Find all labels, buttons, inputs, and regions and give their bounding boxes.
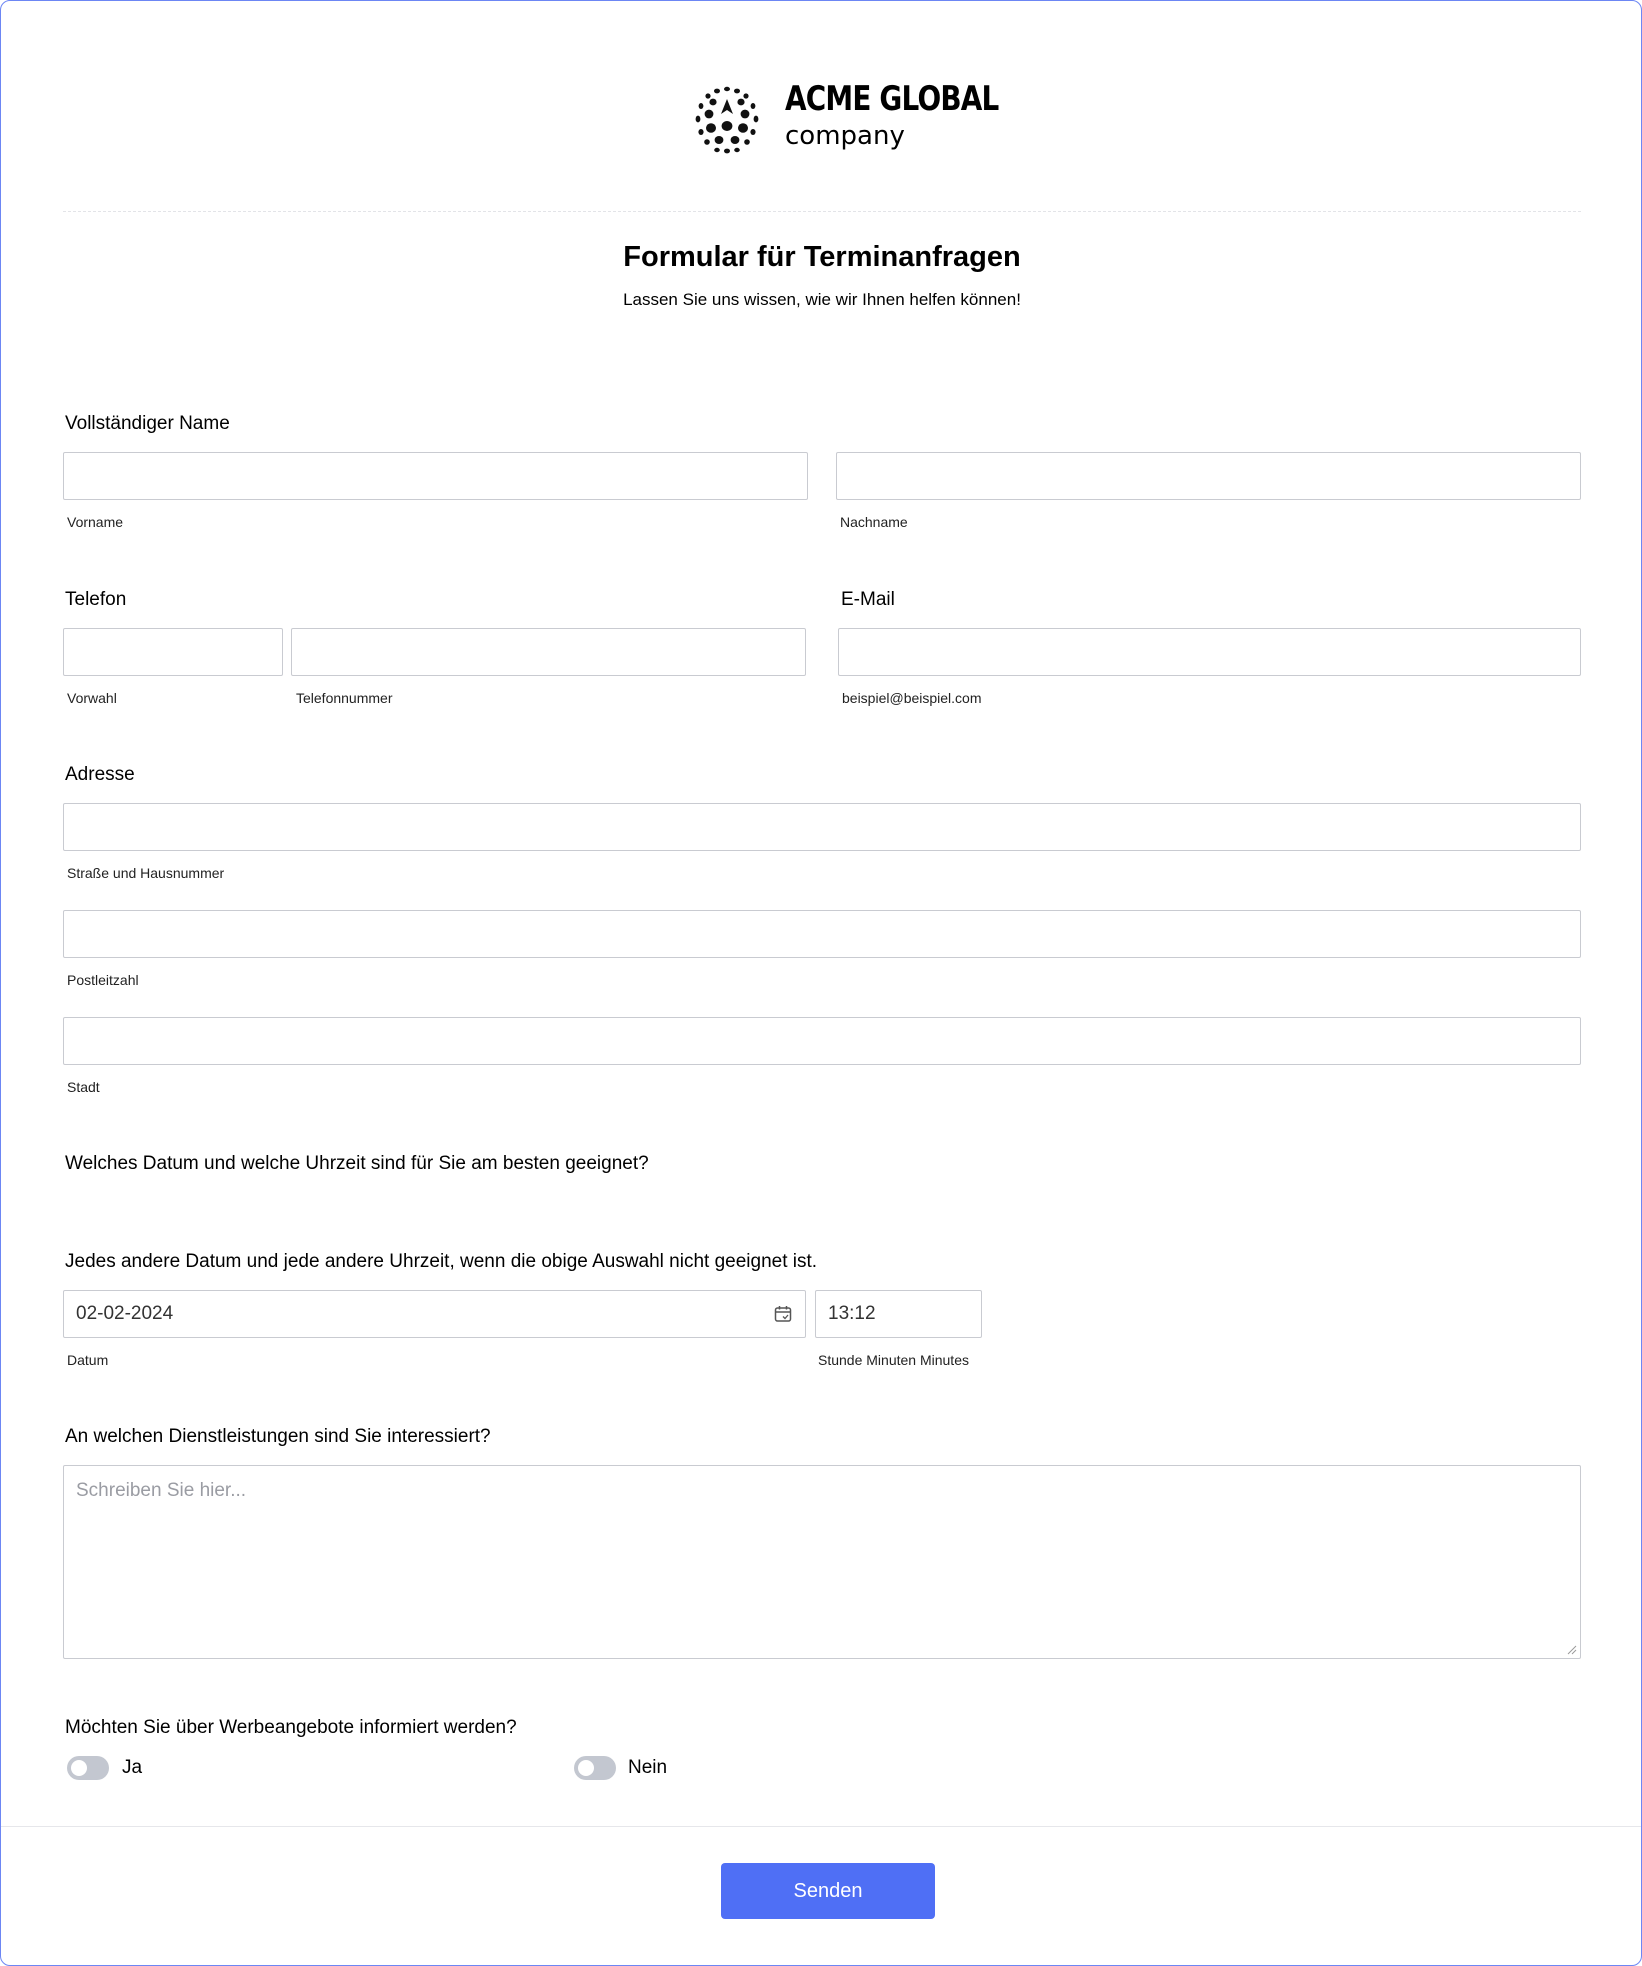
time-input[interactable]: [815, 1290, 982, 1338]
email-sublabel: beispiel@beispiel.com: [842, 690, 982, 706]
toggle-knob: [71, 1760, 87, 1776]
area-code-sublabel: Vorwahl: [67, 690, 117, 706]
promotions-yes-label[interactable]: Ja: [122, 1757, 143, 1778]
services-label: An welchen Dienstleistungen sind Sie interessiert?: [65, 1426, 491, 1447]
preferred-datetime-label: Welches Datum und welche Uhrzeit sind für Sie am besten geeignet?: [65, 1153, 649, 1174]
services-textarea-wrapper: [63, 1465, 1581, 1659]
resize-grip-icon[interactable]: [1567, 1645, 1577, 1655]
acme-globe-logo-icon: [689, 81, 765, 157]
time-value: 13:12: [828, 1303, 876, 1324]
zip-sublabel: Postleitzahl: [67, 972, 139, 988]
email-input[interactable]: [838, 628, 1581, 676]
street-sublabel: Straße und Hausnummer: [67, 865, 225, 881]
services-textarea[interactable]: [63, 1465, 1581, 1659]
date-value: 02-02-2024: [76, 1303, 174, 1324]
last-name-sublabel: Nachname: [840, 514, 908, 530]
email-label: E-Mail: [841, 589, 895, 610]
promotions-yes-toggle[interactable]: [67, 1756, 109, 1780]
form-title: Formular für Terminanfragen: [623, 241, 1021, 273]
last-name-input[interactable]: [836, 452, 1581, 500]
alternative-datetime-label: Jedes andere Datum und jede andere Uhrzeit, wenn die obige Auswahl nicht geeignet ist.: [65, 1251, 818, 1272]
phone-number-sublabel: Telefonnummer: [296, 690, 393, 706]
full-name-label: Vollständiger Name: [65, 413, 230, 434]
time-sublabel: Stunde Minuten Minutes: [818, 1352, 969, 1368]
address-label: Adresse: [65, 764, 135, 785]
date-input[interactable]: [63, 1290, 806, 1338]
first-name-input[interactable]: [63, 452, 808, 500]
first-name-sublabel: Vorname: [67, 514, 124, 530]
logo-title: ACME GLOBAL: [785, 79, 999, 119]
phone-label: Telefon: [65, 589, 127, 610]
form-subtitle: Lassen Sie uns wissen, wie wir Ihnen helfen können!: [623, 290, 1021, 309]
city-input[interactable]: [63, 1017, 1581, 1065]
promotions-no-label[interactable]: Nein: [628, 1757, 668, 1778]
promotions-no-toggle[interactable]: [574, 1756, 616, 1780]
logo-subtitle: company: [785, 121, 905, 151]
header-divider: [63, 211, 1581, 212]
phone-number-input[interactable]: [291, 628, 806, 676]
city-sublabel: Stadt: [67, 1079, 100, 1095]
footer-divider: [1, 1826, 1642, 1827]
toggle-knob: [578, 1760, 594, 1776]
submit-button[interactable]: Senden: [721, 1863, 935, 1919]
area-code-input[interactable]: [63, 628, 283, 676]
zip-input[interactable]: [63, 910, 1581, 958]
street-input[interactable]: [63, 803, 1581, 851]
date-sublabel: Datum: [67, 1352, 109, 1368]
calendar-icon[interactable]: [773, 1304, 793, 1324]
promotions-label: Möchten Sie über Werbeangebote informiert werden?: [65, 1717, 517, 1738]
